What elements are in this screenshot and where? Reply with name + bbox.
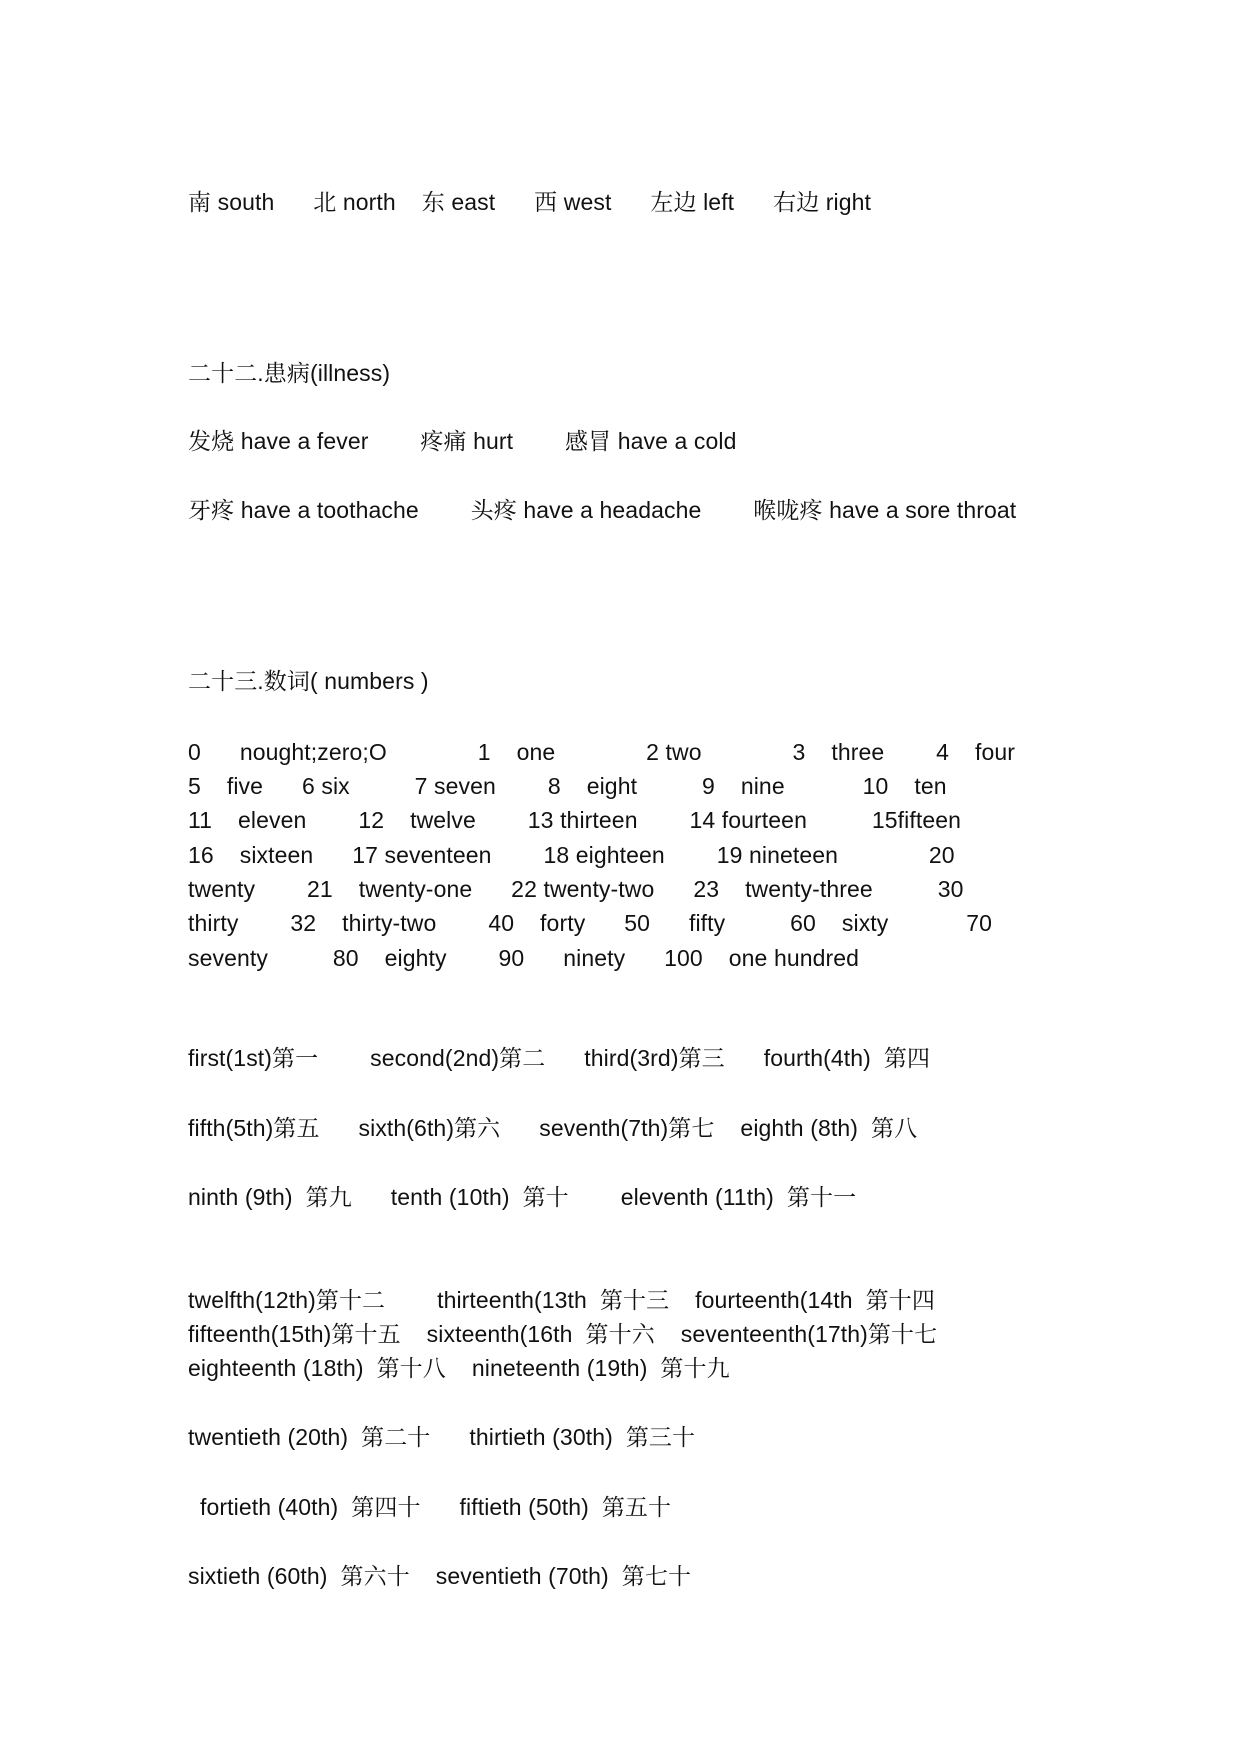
numbers-heading: 二十三.数词( numbers ) <box>188 668 429 694</box>
ordinal-line: fifteenth(15th)第十五 sixteenth(16th 第十六 seventeenth(17th)第十七 <box>188 1321 938 1347</box>
cardinal-line: 16 sixteen 17 seventeen 18 eighteen 19 nineteen 20 <box>188 842 955 868</box>
ordinal-line: twelfth(12th)第十二 thirteenth(13th 第十三 fourteenth(14th 第十四 <box>188 1287 935 1313</box>
directions-line: 南 south 北 north 东 east 西 west 左边 left 右边 right <box>188 189 872 215</box>
cardinal-line: twenty 21 twenty-one 22 twenty-two 23 twenty-three 30 <box>188 876 964 902</box>
illness-heading: 二十二.患病(illness) <box>188 360 391 386</box>
ordinal-line: ninth (9th) 第九 tenth (10th) 第十 eleventh (11th) 第十一 <box>188 1184 857 1210</box>
ordinal-line: first(1st)第一 second(2nd)第二 third(3rd)第三 fourth(4th) 第四 <box>188 1045 931 1071</box>
ordinal-line: eighteenth (18th) 第十八 nineteenth (19th) 第十九 <box>188 1355 730 1381</box>
cardinal-line: 0 nought;zero;O 1 one 2 two 3 three 4 four <box>188 739 1016 765</box>
cardinal-line: thirty 32 thirty-two 40 forty 50 fifty 60 sixty 70 <box>188 910 993 936</box>
illness-line-1: 发烧 have a fever 疼痛 hurt 感冒 have a cold <box>188 428 737 454</box>
ordinal-line: fifth(5th)第五 sixth(6th)第六 seventh(7th)第七 eighth (8th) 第八 <box>188 1115 918 1141</box>
ordinal-line: twentieth (20th) 第二十 thirtieth (30th) 第三十 <box>188 1424 696 1450</box>
ordinal-line: sixtieth (60th) 第六十 seventieth (70th) 第七十 <box>188 1563 692 1589</box>
ordinal-line: fortieth (40th) 第四十 fiftieth (50th) 第五十 <box>200 1494 672 1520</box>
cardinal-line: seventy 80 eighty 90 ninety 100 one hundred <box>188 945 860 971</box>
illness-line-2: 牙疼 have a toothache 头疼 have a headache 喉咙疼 have a sore throat <box>188 497 1017 523</box>
cardinal-line: 5 five 6 six 7 seven 8 eight 9 nine 10 ten <box>188 773 947 799</box>
cardinal-line: 11 eleven 12 twelve 13 thirteen 14 fourteen 15fifteen <box>188 807 962 833</box>
